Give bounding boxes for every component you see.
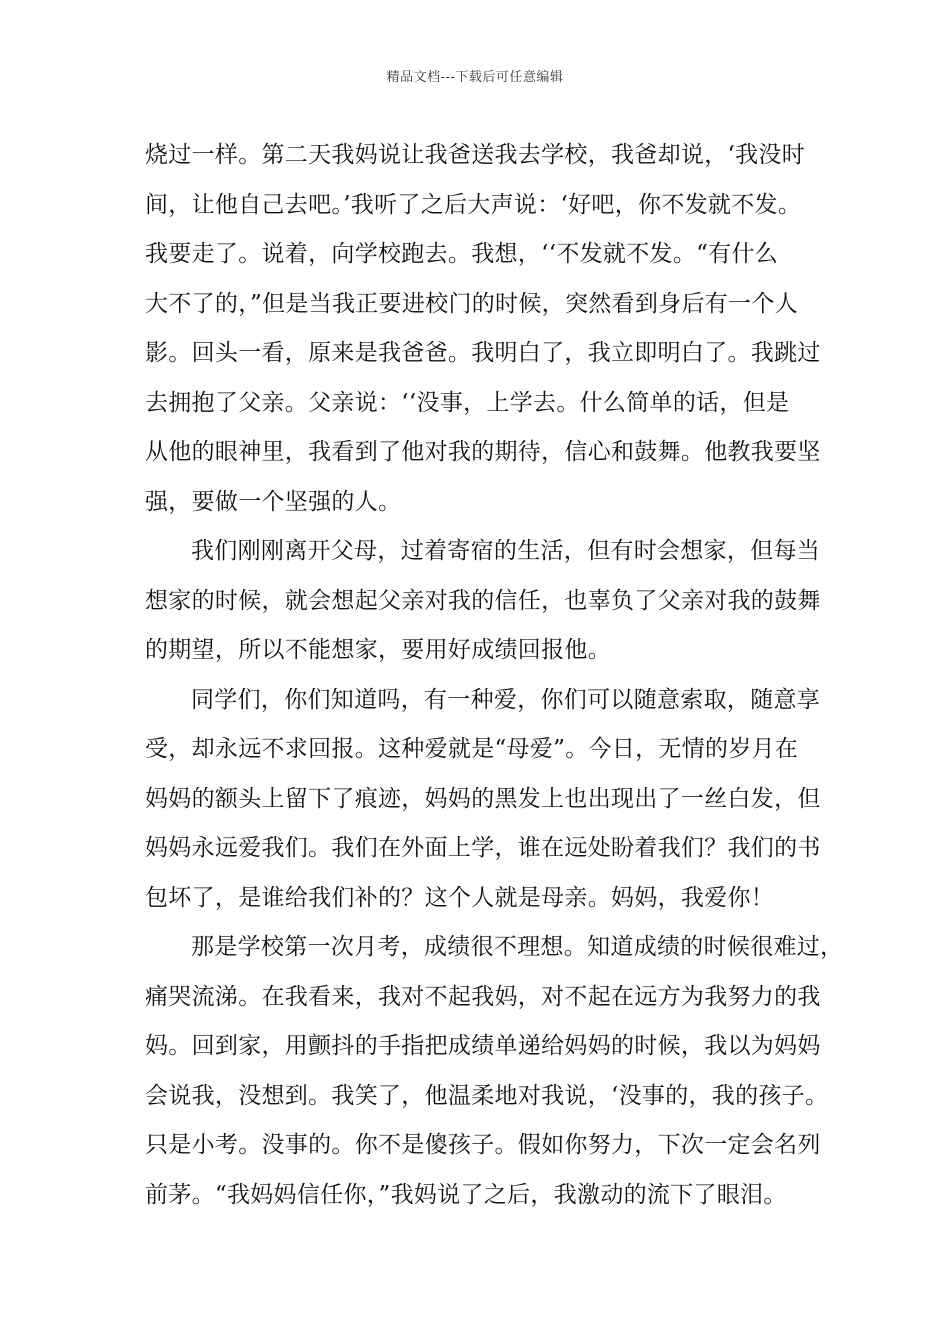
text-line: 影。回头一看，原来是我爸爸。我明白了，我立即明白了。我跳过 xyxy=(145,340,821,366)
page-header: 精品文档---下载后可任意编辑 xyxy=(386,70,564,85)
text-line: 妈。回到家，用颤抖的手指把成绩单递给妈妈的时候，我以为妈妈 xyxy=(145,1033,821,1059)
text-line: 烧过一样。第二天我妈说让我爸送我去学校，我爸却说，‘我没时 xyxy=(145,142,806,168)
text-line: 强，要做一个坚强的人。 xyxy=(145,488,402,515)
text-line: 间，让他自己去吧。’我听了之后大声说：‘好吧，你不发就不发。 xyxy=(145,191,802,218)
text-line: 会说我，没想到。我笑了，他温柔地对我说，‘没事的，我的孩子。 xyxy=(145,1082,829,1109)
text-line: 痛哭流涕。在我看来，我对不起我妈，对不起在远方为我努力的我 xyxy=(145,983,821,1010)
text-line: 只是小考。没事的。你不是傻孩子。假如你努力，下次一定会名列 xyxy=(145,1132,821,1158)
text-line: 我要走了。说着，向学校跑去。我想，‘‘不发就不发。“有什么 xyxy=(145,241,779,267)
text-line: 去拥抱了父亲。父亲说：‘‘没事，上学去。什么简单的话，但是 xyxy=(145,389,790,416)
document-body xyxy=(145,131,844,1220)
text-line: 前茅。“我妈妈信任你，”我妈说了之后，我激动的流下了眼泪。 xyxy=(145,1181,787,1208)
paragraph-first-line: 我们刚刚离开父母，过着寄宿的生活，但有时会想家，但每当 xyxy=(191,538,821,564)
text-line: 的期望，所以不能想家，要用好成绩回报他。 xyxy=(145,637,611,663)
text-line: 想家的时候，就会想起父亲对我的信任，也辜负了父亲对我的鼓舞 xyxy=(145,587,821,614)
text-line: 妈妈永远爱我们。我们在外面上学，谁在远处盼着我们？我们的书 xyxy=(145,835,821,861)
text-line: 大不了的，”但是当我正要进校门的时候，突然看到身后有一个人 xyxy=(145,290,798,317)
paragraph-first-line: 同学们，你们知道吗，有一种爱，你们可以随意索取，随意享 xyxy=(191,686,821,713)
text-line: 从他的眼神里，我看到了他对我的期待，信心和鼓舞。他教我要坚 xyxy=(145,439,821,465)
text-line: 包坏了，是谁给我们补的？这个人就是母亲。妈妈，我爱你！ xyxy=(145,884,775,911)
text-line: 受，却永远不求回报。这种爱就是“母爱”。今日，无情的岁月在 xyxy=(145,736,799,762)
text-line: 妈妈的额头上留下了痕迹，妈妈的黑发上也出现出了一丝白发，但 xyxy=(145,785,821,812)
paragraph-first-line: 那是学校第一次月考，成绩很不理想。知道成绩的时候很难过， xyxy=(191,934,844,960)
